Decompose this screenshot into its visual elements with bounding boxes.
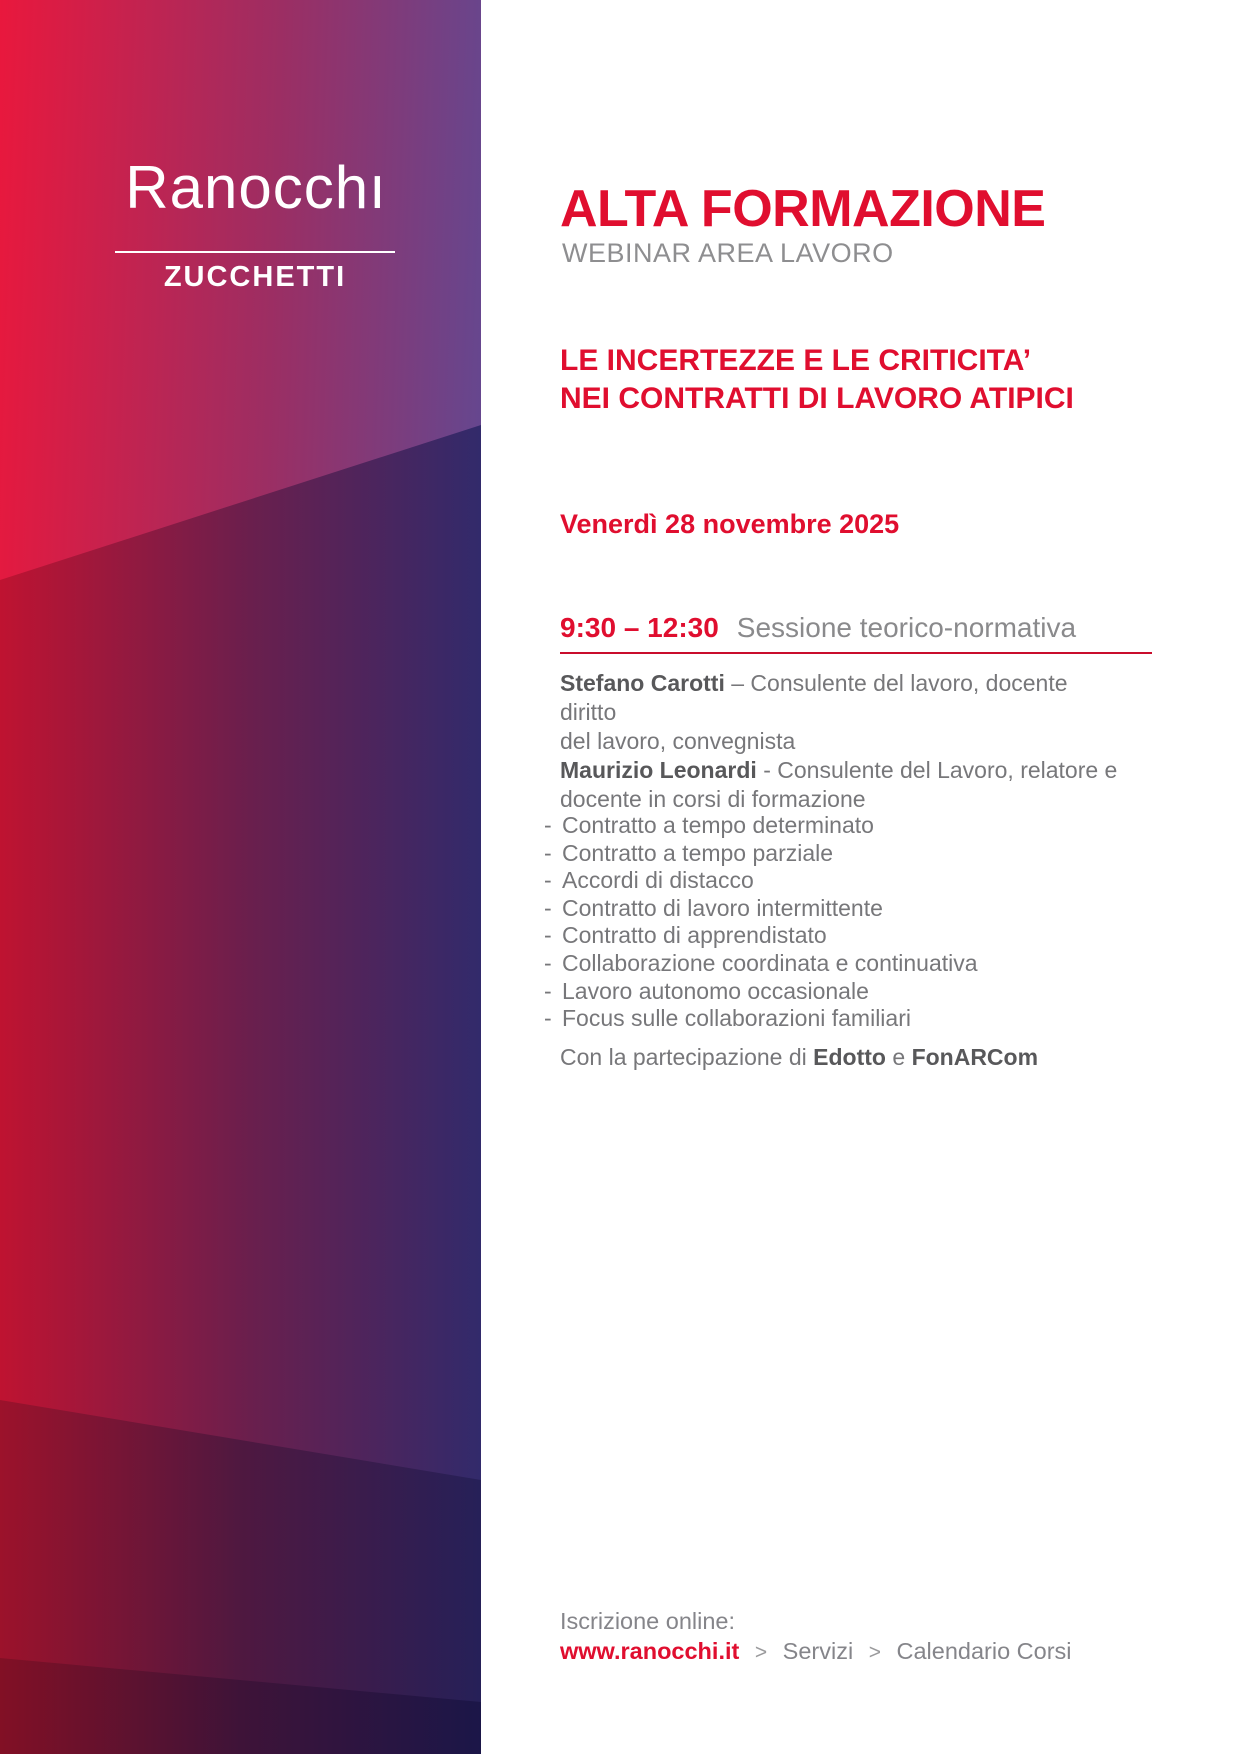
- bullet-dash: -: [544, 1005, 552, 1032]
- breadcrumb-item-servizi: Servizi: [782, 1638, 854, 1664]
- brand-sidebar: [0, 0, 481, 1754]
- list-item: [544, 978, 1104, 1006]
- speaker-line: [560, 756, 1120, 785]
- partner-fonarcom: FonARCom: [911, 1044, 1039, 1070]
- page-subtitle: WEBINAR AREA LAVORO: [562, 238, 894, 268]
- registration-label: Iscrizione online:: [560, 1608, 736, 1634]
- bullet-dash: -: [544, 949, 552, 976]
- participation-conjunction: e: [892, 1044, 906, 1070]
- topic-label: Accordi di distacco: [562, 867, 754, 894]
- list-item: [544, 867, 1104, 895]
- event-heading-line1: LE INCERTEZZE E LE CRITICITA’: [560, 344, 1032, 377]
- speaker-separator: –: [731, 670, 745, 696]
- speaker-name: Stefano Carotti: [560, 670, 725, 696]
- speaker-line: [560, 669, 1120, 727]
- topic-label: Contratto a tempo determinato: [562, 812, 874, 838]
- topic-label: Focus sulle collaborazioni familiari: [562, 1005, 911, 1032]
- session-divider: [560, 652, 1152, 654]
- session-time: 9:30 – 12:30: [560, 612, 719, 643]
- topic-label: Contratto di lavoro intermittente: [562, 894, 883, 921]
- bullet-dash: -: [544, 894, 552, 921]
- bullet-dash: -: [544, 977, 552, 1004]
- participation-prefix: Con la partecipazione di: [560, 1044, 807, 1070]
- speaker-name: Maurizio Leonardi: [560, 757, 757, 783]
- session-row: [560, 612, 1076, 643]
- zucchetti-logo-text: ZUCCHETTI: [163, 261, 347, 293]
- registration-path: [560, 1637, 1072, 1667]
- list-item: [544, 812, 1104, 840]
- partner-edotto: Edotto: [813, 1044, 886, 1070]
- speaker-role: Consulente del Lavoro, relatore e: [777, 757, 1118, 783]
- ranocchi-logo: Ranocchı: [125, 154, 387, 221]
- page-title: ALTA FORMAZIONE: [560, 180, 1046, 238]
- speakers-block: [560, 669, 1120, 814]
- bullet-dash: -: [544, 839, 552, 866]
- list-item: [544, 895, 1104, 923]
- list-item: [544, 840, 1104, 868]
- topic-label: Contratto di apprendistato: [562, 922, 827, 949]
- event-date: Venerdì 28 novembre 2025: [560, 509, 900, 539]
- bullet-dash: -: [544, 867, 552, 894]
- session-title: Sessione teorico-normativa: [736, 612, 1077, 643]
- breadcrumb-separator: >: [868, 1641, 881, 1664]
- list-item: [544, 1005, 1104, 1033]
- website-link[interactable]: www.ranocchi.it: [560, 1638, 740, 1664]
- speaker-role-continued: docente in corsi di formazione: [560, 786, 866, 812]
- speaker-role-continued: del lavoro, convegnista: [560, 728, 796, 754]
- event-heading-line2: NEI CONTRATTI DI LAVORO ATIPICI: [560, 382, 1074, 415]
- breadcrumb-separator: >: [754, 1641, 768, 1664]
- bullet-dash: -: [544, 922, 552, 949]
- bullet-dash: -: [544, 812, 552, 838]
- logo-divider: [115, 251, 395, 253]
- topic-label: Contratto a tempo parziale: [562, 839, 834, 866]
- topic-label: Collaborazione coordinata e continuativa: [562, 949, 978, 976]
- breadcrumb-item-calendario: Calendario Corsi: [896, 1638, 1072, 1664]
- topic-label: Lavoro autonomo occasionale: [562, 977, 869, 1004]
- participation-line: [560, 1044, 1038, 1071]
- speaker-separator: -: [763, 757, 771, 783]
- list-item: [544, 950, 1104, 978]
- topics-list: [544, 812, 1104, 1033]
- list-item: [544, 922, 1104, 950]
- event-heading: [560, 342, 1074, 418]
- speaker-role: Consulente del lavoro, docente diritto: [560, 670, 1068, 725]
